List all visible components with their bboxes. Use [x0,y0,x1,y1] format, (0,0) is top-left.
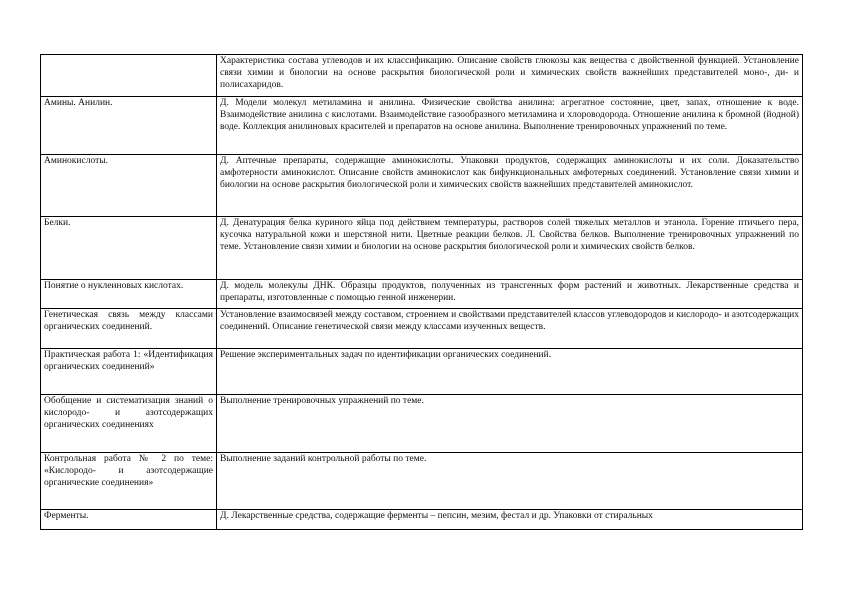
content-cell: Д. Денатурация белка куриного яйца под действием температуры, растворов солей тяжелых металлов и этанола. Горение птичьего пера, кусочка натуральной кожи и шерстяной нити. Цветные реакции белков. Л. Свойства белков. Выполнение тренировочных упражнений по теме. Установление связи химии и биологии на основе раскрытия биологической роли и химических свойств белков. [217,217,803,280]
table-row [41,510,803,530]
content-cell: Выполнение заданий контрольной работы по теме. [217,453,803,510]
table-row [41,217,803,280]
content-cell: Установление взаимосвязей между составом, строением и свойствами представителей классов углеводородов и кислородо- и азотсодержащих соединений. Описание генетической связи между классами изученных веществ. [217,309,803,349]
content-cell: Д. Модели молекул метиламина и анилина. Физические свойства анилина: агрегатное состояние, цвет, запах, отношение к воде. Взаимодействие анилина с кислотами. Взаимодействие газообразного метиламина и хлороводорода. Отношение анилина к бромной (йодной) воде. Коллекция анилиновых красителей и препаратов на основе анилина. Выполнение тренировочных упражнений по теме. [217,97,803,155]
topic-cell: Практическая работа 1: «Идентификация органических соединений» [41,349,217,395]
table-row [41,55,803,97]
topic-cell [41,55,217,97]
table-row [41,349,803,395]
table-row [41,97,803,155]
table-row [41,280,803,309]
topic-cell: Амины. Анилин. [41,97,217,155]
table-row [41,395,803,453]
topic-cell: Обобщение и систематизация знаний о кислородо- и азотсодержащих органических соединениях [41,395,217,453]
topic-cell: Аминокислоты. [41,155,217,217]
table-row [41,309,803,349]
topic-cell: Белки. [41,217,217,280]
table-row [41,453,803,510]
content-cell: Выполнение тренировочных упражнений по теме. [217,395,803,453]
topic-cell: Понятие о нуклеиновых кислотах. [41,280,217,309]
content-cell: Решение экспериментальных задач по идентификации органических соединений. [217,349,803,395]
content-cell: Характеристика состава углеводов и их классификацию. Описание свойств глюкозы как вещества с двойственной функцией. Установление связи химии и биологии на основе раскрытия биологической роли и химических свойств важнейших представителей моно-, ди- и полисахаридов. [217,55,803,97]
content-cell: Д. Аптечные препараты, содержащие аминокислоты. Упаковки продуктов, содержащих аминокислоты и их соли. Доказательство амфотерности аминокислот. Описание свойств аминокислот как бифункциональных амфотерных соединений. Установление связи химии и биологии на основе раскрытия биологической роли и химических свойств важнейших представителей аминокислот. [217,155,803,217]
content-cell: Д. Лекарственные средства, содержащие ферменты – пепсин, мезим, фестал и др. Упаковки от стиральных [217,510,803,530]
content-cell: Д. модель молекулы ДНК. Образцы продуктов, полученных из трансгенных форм растений и животных. Лекарственные средства и препараты, изготовленные с помощью генной инженерии. [217,280,803,309]
topic-cell: Контрольная работа № 2 по теме: «Кислородо- и азотсодержащие органические соединения» [41,453,217,510]
topic-cell: Ферменты. [41,510,217,530]
table-row [41,155,803,217]
curriculum-table [40,54,803,530]
topic-cell: Генетическая связь между классами органических соединений. [41,309,217,349]
